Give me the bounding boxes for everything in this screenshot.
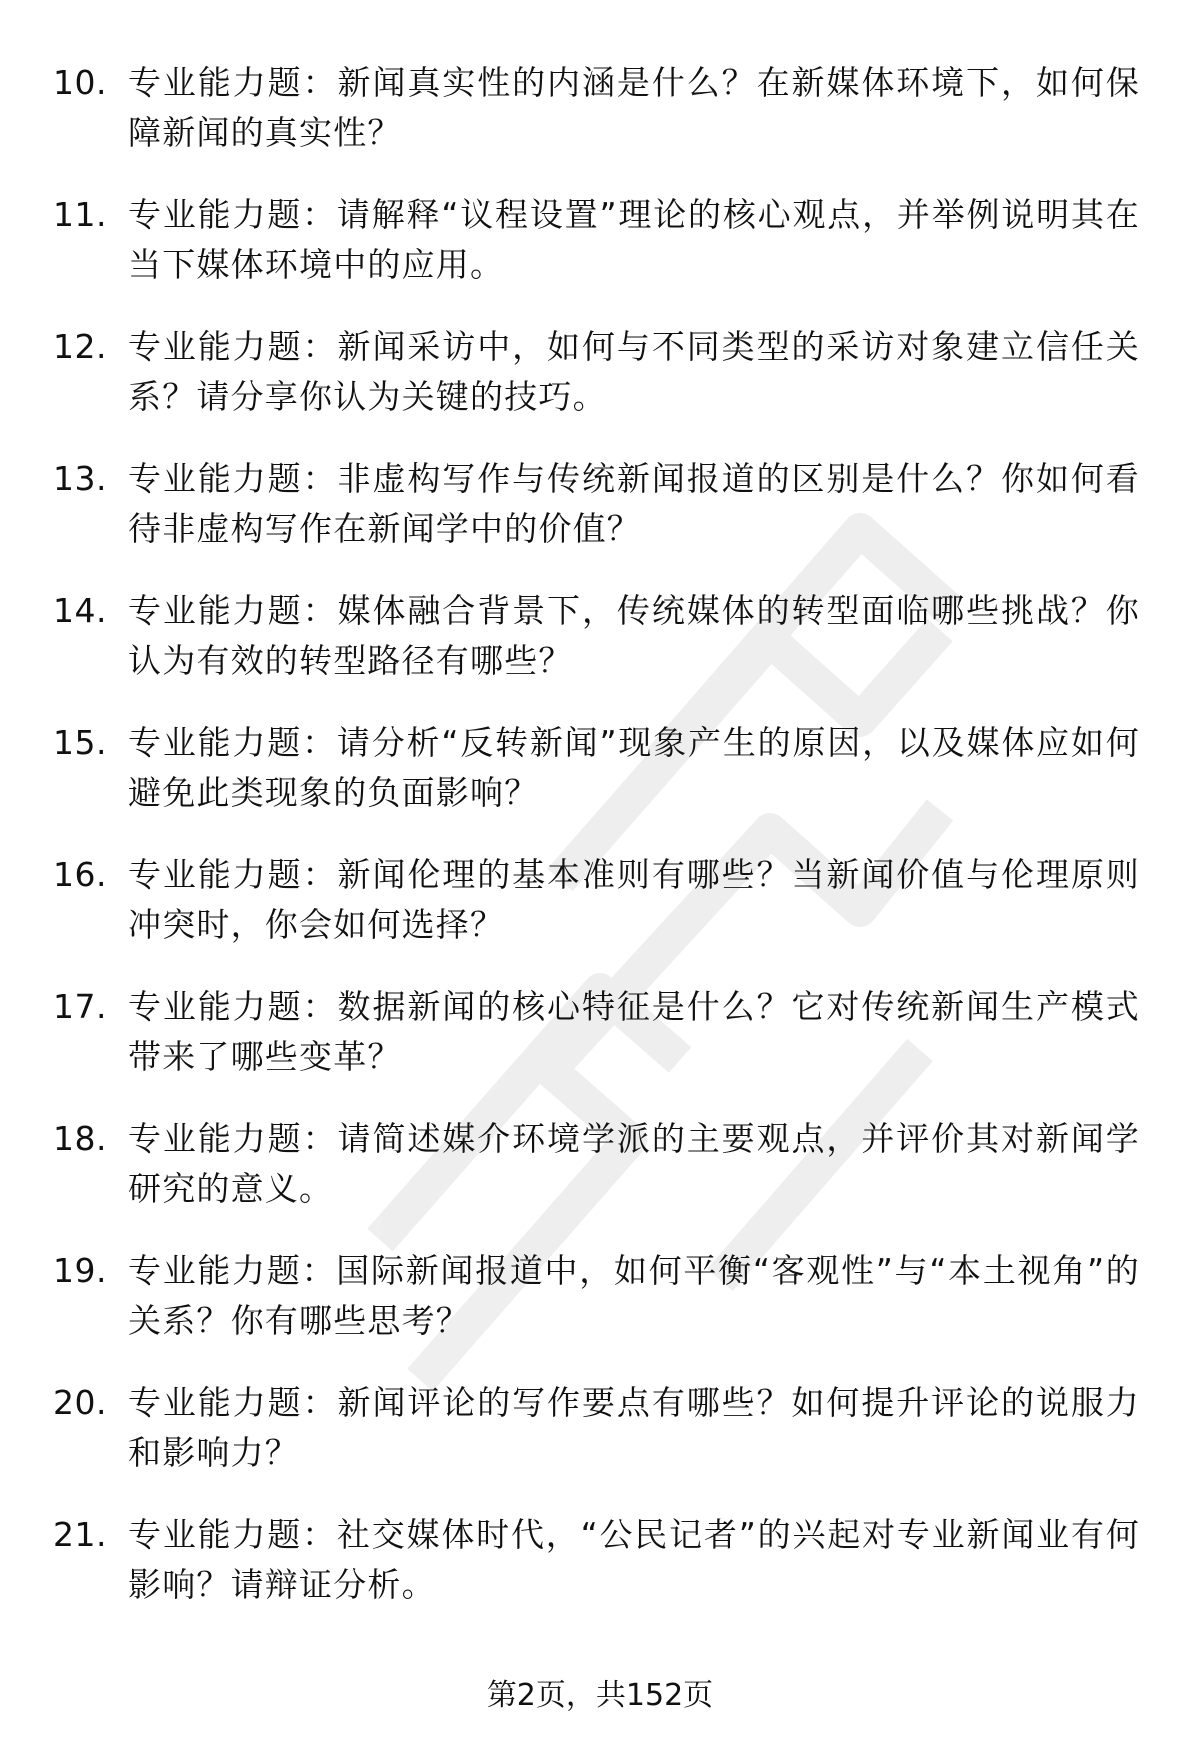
question-number: 21. <box>53 1515 107 1554</box>
question-item <box>0 1510 1200 1642</box>
question-text: 专业能力题：社交媒体时代，“公民记者”的兴起对专业新闻业有何影响？请辩证分析。 <box>128 1515 1140 1604</box>
question-number: 14. <box>53 591 107 630</box>
question-number: 13. <box>53 459 107 498</box>
question-item <box>0 322 1200 454</box>
question-text: 专业能力题：数据新闻的核心特征是什么？它对传统新闻生产模式带来了哪些变革？ <box>128 987 1140 1076</box>
question-number: 19. <box>53 1251 107 1290</box>
question-text: 专业能力题：非虚构写作与传统新闻报道的区别是什么？你如何看待非虚构写作在新闻学中的价值？ <box>128 459 1140 548</box>
question-number: 11. <box>53 195 107 234</box>
question-text: 专业能力题：新闻真实性的内涵是什么？在新媒体环境下，如何保障新闻的真实性？ <box>128 63 1140 152</box>
question-item <box>0 718 1200 850</box>
question-item <box>0 982 1200 1114</box>
question-number: 12. <box>53 327 107 366</box>
question-text: 专业能力题：新闻伦理的基本准则有哪些？当新闻价值与伦理原则冲突时，你会如何选择？ <box>128 855 1140 944</box>
question-number: 20. <box>53 1383 107 1422</box>
question-item <box>0 190 1200 322</box>
question-item <box>0 1114 1200 1246</box>
question-text: 专业能力题：媒体融合背景下，传统媒体的转型面临哪些挑战？你认为有效的转型路径有哪些？ <box>128 591 1140 680</box>
page-number: 第2页，共152页 <box>486 1678 714 1713</box>
question-number: 10. <box>53 63 107 102</box>
question-item <box>0 454 1200 586</box>
question-text: 专业能力题：请分析“反转新闻”现象产生的原因，以及媒体应如何避免此类现象的负面影响？ <box>128 723 1140 812</box>
question-text: 专业能力题：请简述媒介环境学派的主要观点，并评价其对新闻学研究的意义。 <box>128 1119 1140 1208</box>
question-item <box>0 586 1200 718</box>
question-text: 专业能力题：请解释“议程设置”理论的核心观点，并举例说明其在当下媒体环境中的应用。 <box>128 195 1140 284</box>
question-number: 16. <box>53 855 107 894</box>
question-number: 15. <box>53 723 107 762</box>
question-text: 专业能力题：国际新闻报道中，如何平衡“客观性”与“本土视角”的关系？你有哪些思考？ <box>128 1251 1140 1340</box>
question-item <box>0 850 1200 982</box>
question-number: 17. <box>53 987 107 1026</box>
question-item <box>0 58 1200 190</box>
question-item <box>0 1378 1200 1510</box>
question-text: 专业能力题：新闻评论的写作要点有哪些？如何提升评论的说服力和影响力？ <box>128 1383 1140 1472</box>
question-list <box>0 58 1200 1642</box>
question-item <box>0 1246 1200 1378</box>
question-text: 专业能力题：新闻采访中，如何与不同类型的采访对象建立信任关系？请分享你认为关键的技巧。 <box>128 327 1140 416</box>
question-number: 18. <box>53 1119 107 1158</box>
